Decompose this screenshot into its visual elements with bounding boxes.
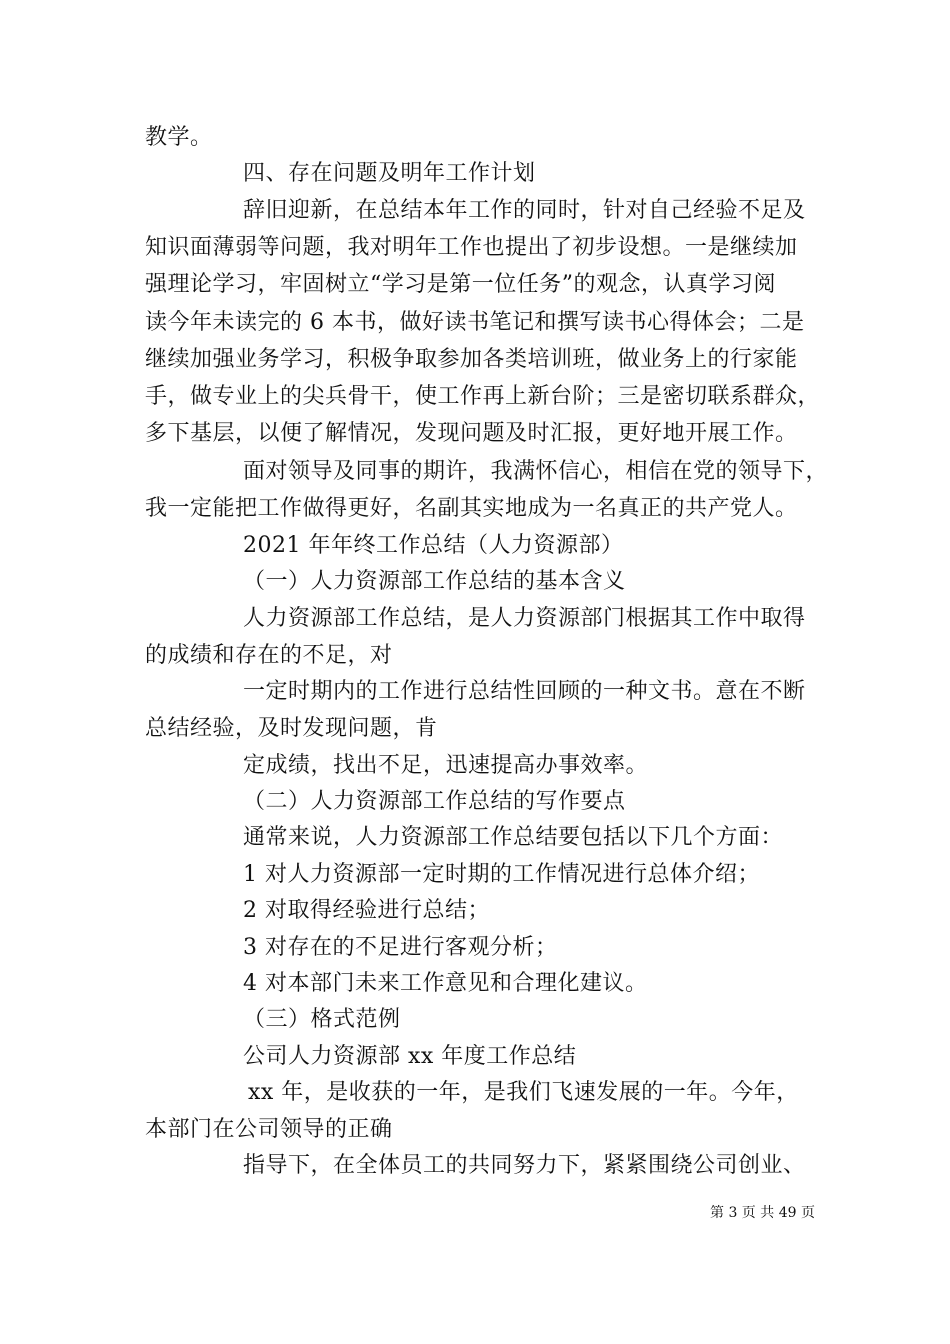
- section-heading: 四、存在问题及明年工作计划: [243, 161, 536, 186]
- text-line: 的成绩和存在的不足，对: [145, 643, 393, 668]
- text-line: 一定时期内的工作进行总结性回顾的一种文书。意在不断: [243, 679, 806, 704]
- page-number: 第 3 页 共 49 页: [710, 1205, 815, 1221]
- text-line: 我一定能把工作做得更好，名副其实地成为一名真正的共产党人。: [145, 496, 798, 521]
- text-line: 辞旧迎新，在总结本年工作的同时，针对自己经验不足及: [243, 198, 806, 223]
- text-line: 人力资源部工作总结，是人力资源部门根据其工作中取得: [243, 606, 806, 631]
- text-line: 强理论学习，牢固树立“学习是第一位任务”的观念，认真学习阅: [145, 272, 776, 297]
- section-heading: 2021 年年终工作总结（人力资源部）: [243, 533, 624, 558]
- text-line: 读今年未读完的 6 本书，做好读书笔记和撰写读书心得体会；二是: [145, 310, 805, 335]
- text-line: 定成绩，找出不足，迅速提高办事效率。: [243, 753, 649, 778]
- text-line: 指导下，在全体员工的共同努力下，紧紧围绕公司创业、: [243, 1153, 806, 1178]
- section-heading: （一）人力资源部工作总结的基本含义: [243, 569, 626, 594]
- text-line: 教学。: [145, 125, 213, 150]
- section-heading: （三）格式范例: [243, 1007, 401, 1032]
- text-line: 面对领导及同事的期许，我满怀信心，相信在党的领导下，: [243, 459, 829, 484]
- text-line: 多下基层，以便了解情况，发现问题及时汇报，更好地开展工作。: [145, 421, 798, 446]
- text-line: 本部门在公司领导的正确: [145, 1117, 393, 1142]
- text-line: xx 年，是收获的一年，是我们飞速发展的一年。今年，: [248, 1080, 799, 1105]
- list-item: 1 对人力资源部一定时期的工作情况进行总体介绍；: [243, 862, 760, 887]
- list-item: 2 对取得经验进行总结；: [243, 898, 490, 923]
- list-item: 4 对本部门未来工作意见和合理化建议。: [243, 971, 648, 996]
- text-line: 知识面薄弱等问题，我对明年工作也提出了初步设想。一是继续加: [145, 235, 798, 260]
- section-heading: （二）人力资源部工作总结的写作要点: [243, 789, 626, 814]
- list-item: 3 对存在的不足进行客观分析；: [243, 935, 558, 960]
- text-line: 通常来说，人力资源部工作总结要包括以下几个方面：: [243, 825, 784, 850]
- text-line: 继续加强业务学习，积极争取参加各类培训班，做业务上的行家能: [145, 347, 798, 372]
- text-line: 公司人力资源部 xx 年度工作总结: [243, 1044, 577, 1069]
- text-line: 手，做专业上的尖兵骨干，使工作再上新台阶；三是密切联系群众，: [145, 384, 821, 409]
- text-line: 总结经验，及时发现问题，肯: [145, 716, 438, 741]
